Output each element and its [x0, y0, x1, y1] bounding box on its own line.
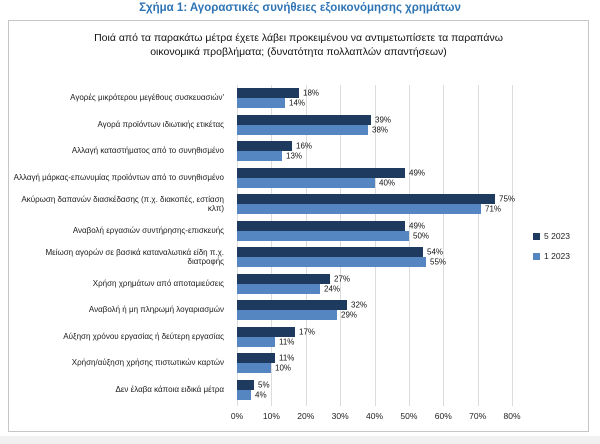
bar-5-2023	[237, 274, 330, 284]
bar-1-2023	[237, 178, 375, 188]
bar-5-2023	[237, 380, 254, 390]
bar-5-2023	[237, 88, 299, 98]
x-axis-tick: 80%	[503, 411, 521, 421]
bar-5-2023	[237, 221, 405, 231]
bar-5-2023	[237, 194, 495, 204]
bar-1-2023	[237, 231, 409, 241]
bar-1-2023	[237, 151, 282, 161]
bar-5-2023	[237, 141, 292, 151]
legend-label: 5 2023	[544, 231, 570, 241]
x-axis	[9, 405, 588, 423]
value-label: 38%	[372, 125, 389, 135]
bar-group	[237, 300, 512, 320]
value-label: 32%	[351, 300, 368, 310]
x-axis-tick: 70%	[469, 411, 487, 421]
bar-1-2023	[237, 204, 481, 214]
value-label: 4%	[255, 390, 267, 400]
value-label: 71%	[485, 204, 502, 214]
category-label: Αναβολή εργασιών συντήρησης-επισκευής	[72, 225, 224, 235]
bar-group	[237, 194, 516, 214]
bar-5-2023	[237, 353, 275, 363]
legend-swatch-icon	[533, 233, 540, 240]
page-edge	[0, 436, 600, 444]
bar-row	[9, 244, 588, 271]
chart-question: Ποιά από τα παρακάτω μέτρα έχετε λάβει προκειμένου να αντιμετωπίσετε τα παραπάνω οικονομικά προβλήματα; (δυνατότητα πολλαπλών απαντήσεων)	[94, 32, 503, 59]
category-label: Αγορά προϊόντων ιδιωτικής ετικέτας	[97, 119, 224, 129]
bar-1-2023	[237, 310, 337, 320]
bar-group	[237, 353, 512, 373]
value-label: 39%	[375, 115, 392, 125]
legend-swatch-icon	[533, 253, 540, 260]
category-label: Αλλαγή μάρκας-επωνυμίας προϊόντων από το συνηθισμένο	[13, 172, 224, 182]
x-axis-tick: 50%	[400, 411, 418, 421]
value-label: 11%	[279, 353, 295, 363]
bar-group	[237, 168, 512, 188]
value-label: 18%	[303, 88, 320, 98]
category-label: Ακύρωση δαπανών διασκέδασης (π.χ. διακοπές, εστίαση κλπ)	[21, 194, 224, 214]
bar-group	[237, 247, 512, 267]
value-label: 24%	[324, 284, 341, 294]
category-label: Αύξηση χρόνου εργασίας ή δεύτερη εργασίας	[63, 331, 224, 341]
bar-group	[237, 115, 512, 135]
bar-group	[237, 327, 512, 347]
value-label: 40%	[379, 178, 396, 188]
value-label: 54%	[427, 247, 444, 257]
legend-label: 1 2023	[544, 251, 570, 261]
bar-row	[9, 191, 588, 218]
bar-row	[9, 297, 588, 324]
value-label: 50%	[413, 231, 430, 241]
value-label: 11%	[279, 337, 295, 347]
legend-item	[533, 231, 570, 241]
figure-title: Σχήμα 1: Αγοραστικές συνήθειες εξοικονόμησης χρημάτων	[139, 2, 461, 14]
value-label: 10%	[275, 363, 292, 373]
bar-1-2023	[237, 363, 271, 373]
x-axis-tick: 60%	[434, 411, 452, 421]
x-axis-tick: 10%	[262, 411, 280, 421]
bar-row	[9, 85, 588, 112]
bar-5-2023	[237, 327, 295, 337]
x-axis-tick: 0%	[230, 411, 244, 421]
bar-5-2023	[237, 168, 405, 178]
bar-5-2023	[237, 115, 371, 125]
value-label: 16%	[296, 141, 313, 151]
bar-row	[9, 377, 588, 404]
bar-1-2023	[237, 257, 426, 267]
category-label: Χρήση χρημάτων από αποταμιεύσεις	[92, 278, 224, 288]
chart-frame	[8, 20, 589, 432]
bar-row	[9, 112, 588, 139]
category-label: Αλλαγή καταστήματος από το συνηθισμένο	[71, 146, 224, 156]
value-label: 27%	[334, 274, 351, 284]
bar-row	[9, 350, 588, 377]
value-label: 5%	[258, 380, 270, 390]
legend	[533, 231, 570, 271]
value-label: 13%	[286, 151, 303, 161]
value-label: 49%	[409, 221, 426, 231]
category-label: Μείωση αγορών σε βασικά καταναλωτικά είδη π.χ. διατροφής	[45, 247, 224, 267]
bar-group	[237, 380, 512, 400]
bar-group	[237, 221, 512, 241]
x-axis-tick: 40%	[365, 411, 384, 421]
category-label: Δεν έλαβα κάποια ειδικά μέτρα	[115, 384, 224, 394]
bar-row	[9, 165, 588, 192]
value-label: 49%	[409, 168, 426, 178]
x-axis-tick: 20%	[297, 411, 315, 421]
bar-row	[9, 138, 588, 165]
value-label: 29%	[341, 310, 358, 320]
bar-row	[9, 324, 588, 351]
bar-1-2023	[237, 390, 251, 400]
bar-1-2023	[237, 125, 368, 135]
bar-5-2023	[237, 247, 423, 257]
bar-row	[9, 271, 588, 298]
value-label: 17%	[299, 327, 316, 337]
bar-group	[237, 141, 512, 161]
legend-item	[533, 251, 570, 261]
category-label: Αναβολή ή μη πληρωμή λογαριασμών	[88, 305, 224, 315]
value-label: 55%	[430, 257, 447, 267]
bar-row	[9, 218, 588, 245]
x-axis-tick: 30%	[331, 411, 349, 421]
bar-5-2023	[237, 300, 347, 310]
category-label: Χρήση/αύξηση χρήσης πιστωτικών καρτών	[71, 358, 224, 368]
bar-1-2023	[237, 337, 275, 347]
bar-1-2023	[237, 98, 285, 108]
bar-group	[237, 88, 512, 108]
value-label: 14%	[289, 98, 306, 108]
category-label: Αγορές μικρότερου μεγέθους συσκευασιών'	[70, 93, 224, 103]
bar-1-2023	[237, 284, 320, 294]
bar-chart	[9, 85, 588, 431]
bar-group	[237, 274, 512, 294]
value-label: 75%	[499, 194, 516, 204]
